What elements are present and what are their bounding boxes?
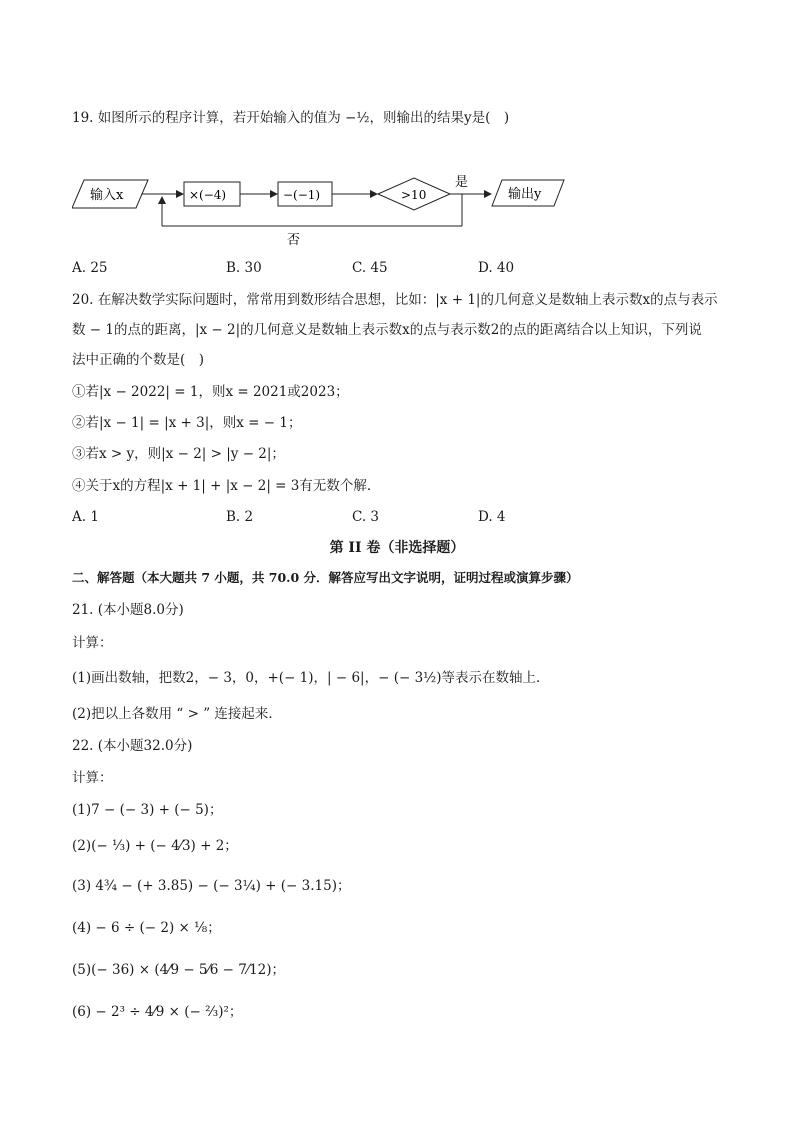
q19-option-c: C. 45 bbox=[352, 260, 388, 276]
flow-input-label: 输入x bbox=[90, 188, 124, 203]
flow-multiply-label: ×(−4) bbox=[189, 188, 227, 202]
q22-part-2: (2)(− ⅓) + (− 4⁄3) + 2； bbox=[72, 838, 238, 854]
flow-subtract-label: −(−1) bbox=[283, 188, 321, 202]
q20-statement-3: ③若x > y，则|x − 2| > |y − 2|； bbox=[72, 446, 285, 462]
q19-option-d: D. 40 bbox=[478, 260, 515, 276]
q20-statement-2: ②若|x − 1| = |x + 3|，则x = − 1； bbox=[72, 415, 302, 431]
q20-option-c: C. 3 bbox=[352, 509, 380, 525]
q21-instruction: 计算： bbox=[72, 635, 113, 651]
q22-part-4: (4) − 6 ÷ (− 2) × ⅛； bbox=[72, 920, 221, 936]
flow-condition-label: >10 bbox=[401, 188, 427, 202]
q20-option-b: B. 2 bbox=[226, 509, 254, 525]
section-subtitle: 二、解答题（本大题共 7 小题，共 70.0 分．解答应写出文字说明，证明过程或演算步骤） bbox=[72, 570, 579, 585]
q22-header: 22. (本小题32.0分) bbox=[72, 738, 193, 754]
q21-part-1: (1)画出数轴，把数2，− 3，0，+(− 1)，| − 6|，− (− 3½)等表示在数轴上． bbox=[72, 670, 550, 686]
q22-part-1: (1)7 − (− 3) + (− 5)； bbox=[72, 802, 223, 818]
q19-stem: 19. 如图所示的程序计算，若开始输入的值为 −½，则输出的结果y是( ) bbox=[72, 110, 510, 126]
q20-statement-4: ④关于x的方程|x + 1| + |x − 2| = 3有无数个解． bbox=[72, 478, 381, 494]
q20-stem-line: 数 − 1的点的距离，|x − 2|的几何意义是数轴上表示数x的点与表示数2的点的距离结合以上知识，下列说 bbox=[72, 322, 702, 338]
q19-flowchart bbox=[72, 170, 572, 260]
q20-stem-line: 法中正确的个数是( ) bbox=[72, 352, 205, 368]
q22-instruction: 计算： bbox=[72, 770, 113, 786]
section-title: 第 II 卷（非选择题） bbox=[329, 540, 465, 556]
q20-stem-line: 20. 在解决数学实际问题时，常常用到数形结合思想，比如：|x + 1|的几何意义是数轴上表示数x的点与表示 bbox=[72, 292, 718, 308]
q22-part-5: (5)(− 36) × (4⁄9 − 5⁄6 − 7⁄12)； bbox=[72, 962, 286, 978]
q22-part-3: (3) 4¾ − (+ 3.85) − (− 3¼) + (− 3.15)； bbox=[72, 878, 351, 894]
q19-option-a: A. 25 bbox=[72, 260, 108, 276]
q20-statement-1: ①若|x − 2022| = 1，则x = 2021或2023； bbox=[72, 384, 349, 400]
q20-option-a: A. 1 bbox=[72, 509, 99, 525]
q19-option-b: B. 30 bbox=[226, 260, 262, 276]
q21-header: 21. (本小题8.0分) bbox=[72, 602, 184, 618]
q20-option-d: D. 4 bbox=[478, 509, 506, 525]
q21-part-2: (2)把以上各数用 “ > ” 连接起来． bbox=[72, 706, 282, 722]
flow-no-label: 否 bbox=[287, 233, 301, 248]
flow-output-label: 输出y bbox=[508, 187, 542, 202]
q22-part-6: (6) − 2³ ÷ 4⁄9 × (− ⅔)²； bbox=[72, 1004, 243, 1020]
flow-yes-label: 是 bbox=[455, 175, 469, 190]
